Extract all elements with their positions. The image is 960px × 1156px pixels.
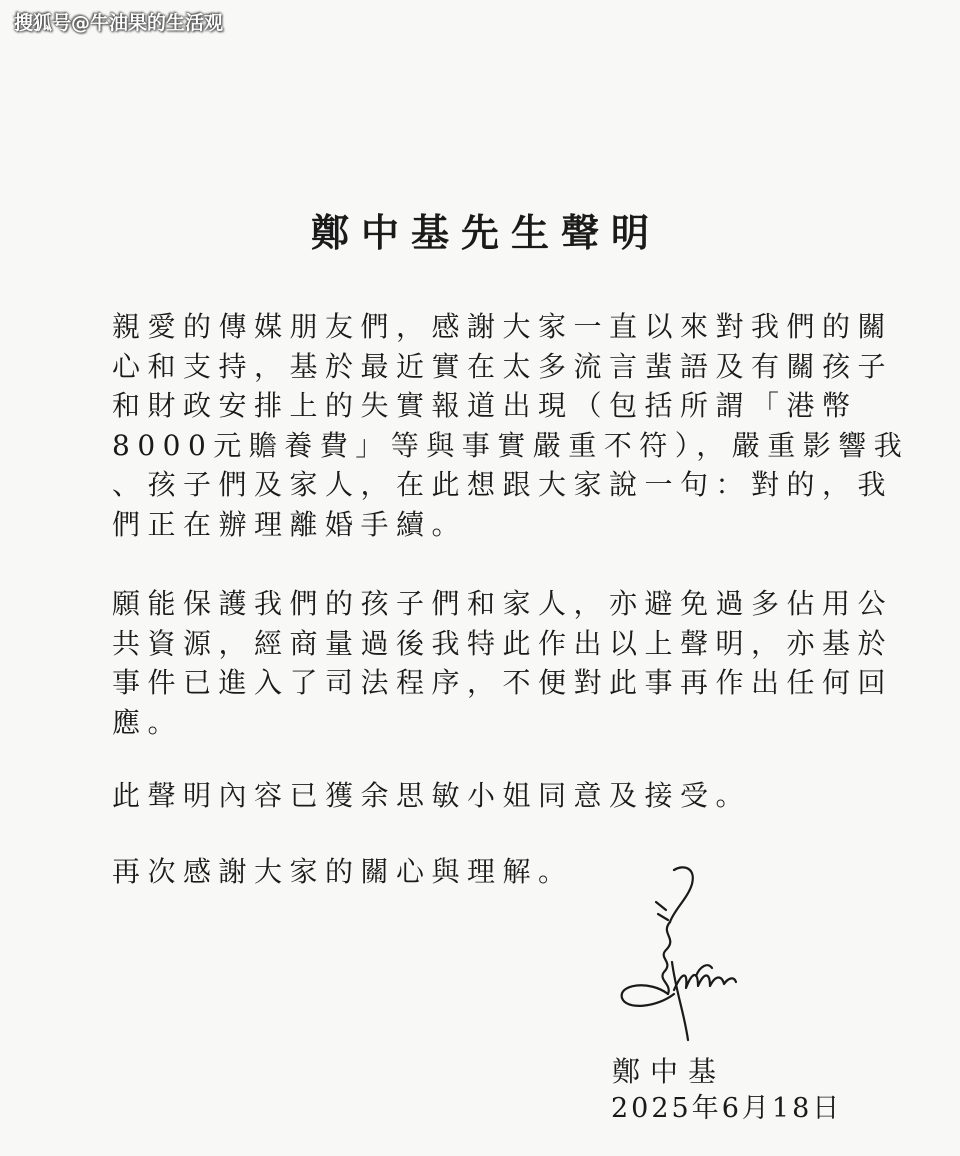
paragraph-line: 共資源，經商量過後我特此作出以上聲明，亦基於 (112, 626, 894, 660)
watermark: 搜狐号@牛油果的生活观 (14, 12, 224, 34)
paragraph-1 (112, 307, 910, 544)
paragraph-line: 、孩子們及家人，在此想跟大家說一句：對的，我 (112, 468, 894, 501)
paragraph-line: 事件已進入了司法程序，不便對此事再作出任何回 (112, 666, 894, 699)
paragraph-line: 8000元贍養費」等與事實嚴重不符），嚴重影響我 (112, 428, 910, 462)
handwritten-signature (612, 862, 752, 1052)
paragraph-line: 們正在辦理離婚手續。 (112, 507, 468, 541)
statement-date: 2025年6月18日 (611, 1093, 843, 1124)
paragraph-line: 願能保護我們的孩子們和家人，亦避免過多佔用公 (112, 587, 894, 620)
paragraph-2 (112, 584, 894, 742)
paragraph-3 (112, 776, 852, 816)
paragraph-line: 應。 (112, 705, 184, 739)
paragraph-line: 此聲明內容已獲余思敏小姐同意及接受。 (112, 779, 752, 812)
paragraph-line: 再次感謝大家的關心與理解。 (112, 855, 574, 888)
paragraph-line: 心和支持，基於最近實在太多流言蜚語及有關孩子 (112, 349, 894, 383)
signer-name: 鄭中基 (612, 1055, 727, 1088)
statement-title: 鄭中基先生聲明 (310, 210, 661, 255)
paragraph-line: 親愛的傳媒朋友們，感謝大家一直以來對我們的關 (112, 310, 894, 343)
paragraph-line: 和財政安排上的失實報道出現（包括所謂「港幣 (112, 389, 858, 422)
